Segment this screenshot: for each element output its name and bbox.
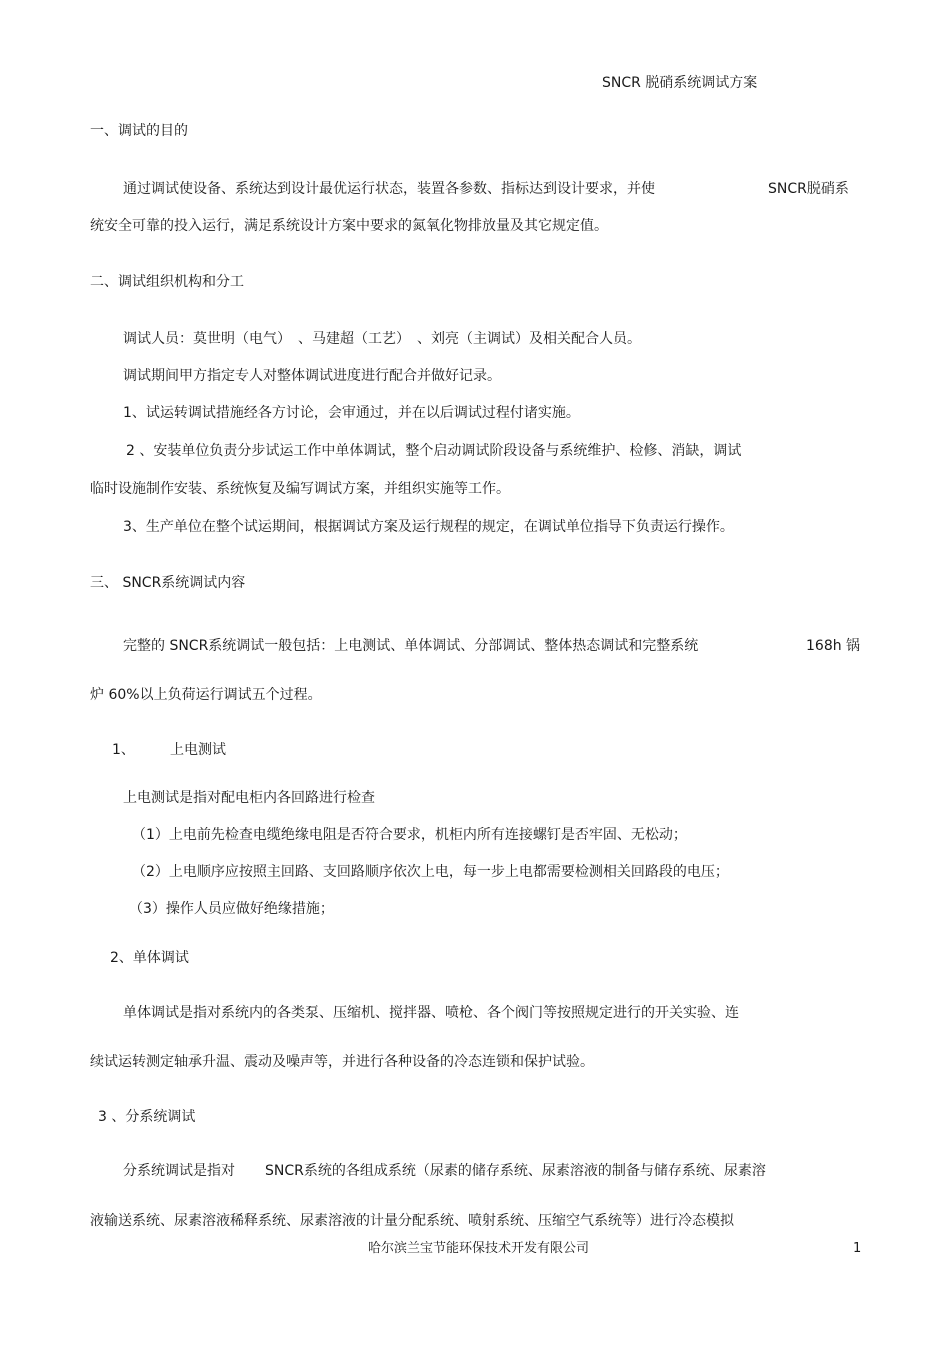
sub3-title: 3 、分系统调试 [98,1109,196,1125]
page-number: 1 [853,1241,862,1256]
sub2-title: 2、单体调试 [110,950,189,966]
footer-company: 哈尔滨兰宝节能环保技术开发有限公司 [368,1241,590,1256]
s3-intro-line1: 完整的 SNCR系统调试一般包括：上电测试、单体调试、分部调试、整体热态调试和完整系统 [123,638,699,654]
sub1-item-3: （3）操作人员应做好绝缘措施； [129,901,334,917]
s2-note: 调试期间甲方指定专人对整体调试进度进行配合并做好记录。 [123,368,501,384]
sub1-item-2: （2）上电顺序应按照主回路、支回路顺序依次上电，每一步上电都需要检测相关回路段的电压； [132,864,729,880]
sub2-line1: 单体调试是指对系统内的各类泵、压缩机、搅拌器、喷枪、各个阀门等按照规定进行的开关实验、连 [123,1005,739,1021]
sub3-line1: SNCR系统的各组成系统（尿素的储存系统、尿素溶液的制备与储存系统、尿素溶 [265,1163,766,1179]
sub1-title: 上电测试 [170,742,226,758]
s1-paragraph-line2: 统安全可靠的投入运行，满足系统设计方案中要求的氮氧化物排放量及其它规定值。 [90,218,608,234]
s2-item-2-line1: 2 、安装单位负责分步试运工作中单体调试，整个启动调试阶段设备与系统维护、检修、消缺，调试 [126,443,742,459]
section-2-heading: 二、调试组织机构和分工 [90,274,244,290]
s1-paragraph-line1: 通过调试使设备、系统达到设计最优运行状态，装置各参数、指标达到设计要求，并使 [123,181,655,197]
document-title: SNCR 脱硝系统调试方案 [602,75,758,91]
section-1-heading: 一、调试的目的 [90,123,188,139]
s2-item-3: 3、生产单位在整个试运期间，根据调试方案及运行规程的规定，在调试单位指导下负责运行操作。 [123,519,734,535]
s2-staff: 调试人员：莫世明（电气） 、马建超（工艺） 、刘亮（主调试）及相关配合人员。 [123,331,641,347]
section-3-heading: 三、 SNCR系统调试内容 [90,575,246,591]
sub2-line2: 续试运转测定轴承升温、震动及噪声等，并进行各种设备的冷态连锁和保护试验。 [90,1054,594,1070]
s2-item-1: 1、试运转调试措施经各方讨论，会审通过，并在以后调试过程付诸实施。 [123,405,580,421]
s3-intro-line1-end: 168h 锅 [806,638,861,654]
s2-item-2-line2: 临时设施制作安装、系统恢复及编写调试方案，并组织实施等工作。 [90,481,510,497]
sub3-line2: 液输送系统、尿素溶液稀释系统、尿素溶液的计量分配系统、喷射系统、压缩空气系统等）进行冷态模拟 [90,1213,734,1229]
s1-paragraph-line1-end: SNCR脱硝系 [768,181,849,197]
sub3-line1-start: 分系统调试是指对 [123,1163,235,1179]
sub1-item-1: （1）上电前先检查电缆绝缘电阻是否符合要求，机柜内所有连接螺钉是否牢固、无松动； [132,827,687,843]
s3-intro-line2: 炉 60%以上负荷运行调试五个过程。 [90,687,322,703]
sub1-desc: 上电测试是指对配电柜内各回路进行检查 [123,790,375,806]
sub1-number: 1、 [112,742,135,758]
